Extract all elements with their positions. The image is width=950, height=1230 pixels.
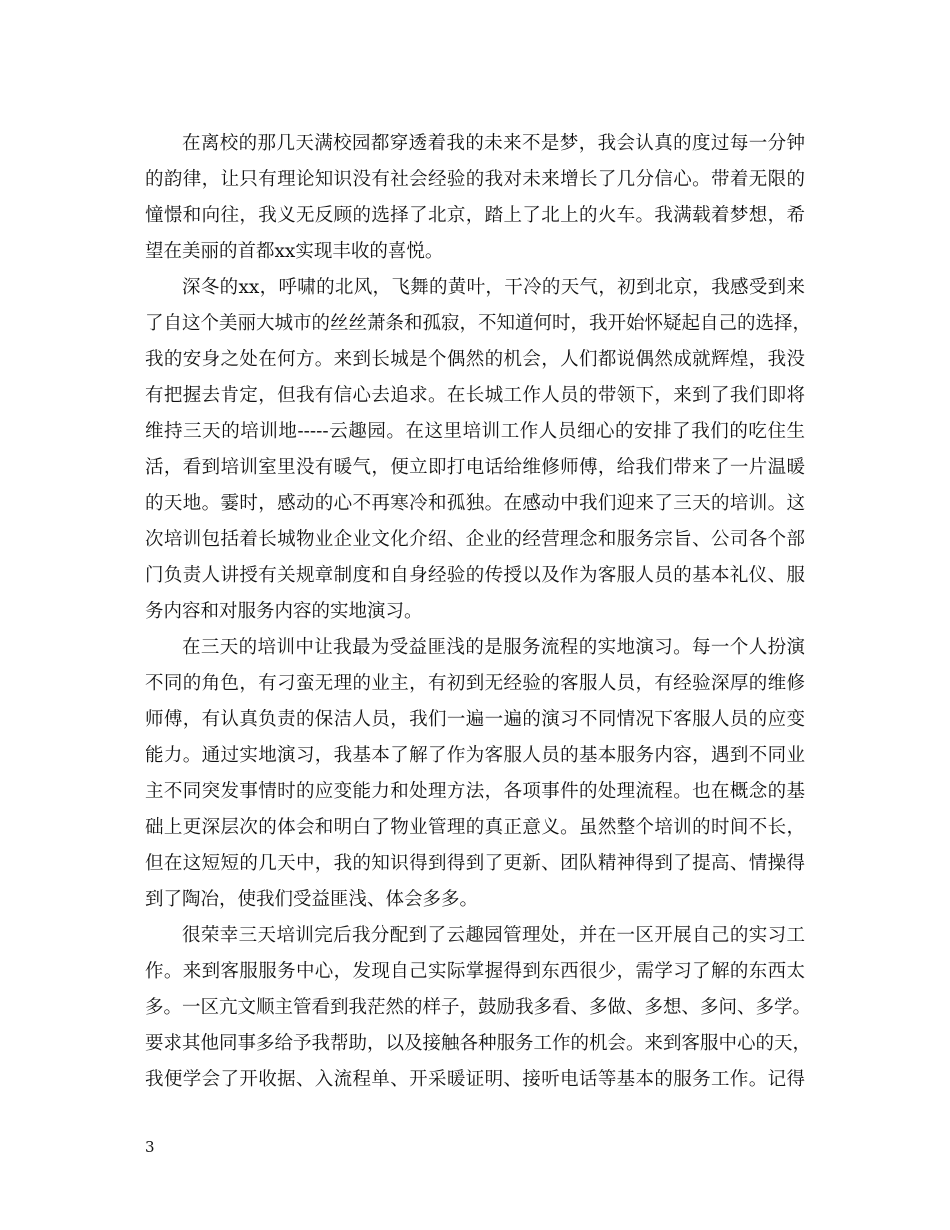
page-number: 3 — [145, 1138, 155, 1156]
text-line: 作。来到客服服务中心，发现自己实际掌握得到东西很少，需学习了解的东西太 — [145, 961, 805, 982]
text-line: 在离校的那几天满校园都穿透着我的未来不是梦，我会认真的度过每一分钟 — [182, 133, 805, 154]
text-line: 深冬的xx，呼啸的北风，飞舞的黄叶，干冷的天气，初到北京，我感受到来 — [182, 277, 805, 298]
text-line: 的韵律，让只有理论知识没有社会经验的我对未来增长了几分信心。带着无限的 — [145, 169, 805, 190]
text-line: 不同的角色，有刁蛮无理的业主，有初到无经验的客服人员，有经验深厚的维修 — [145, 673, 805, 694]
text-line: 主不同突发事情时的应变能力和处理方法，各项事件的处理流程。也在概念的基 — [145, 781, 805, 802]
text-line: 的天地。霎时，感动的心不再寒冷和孤独。在感动中我们迎来了三天的培训。这 — [145, 493, 805, 514]
text-line: 能力。通过实地演习，我基本了解了作为客服人员的基本服务内容，遇到不同业 — [145, 745, 805, 766]
body-text — [145, 126, 812, 1098]
text-line: 务内容和对服务内容的实地演习。 — [145, 601, 423, 622]
text-line: 但在这短短的几天中，我的知识得到得到了更新、团队精神得到了提高、情操得 — [145, 853, 805, 874]
text-line: 很荣幸三天培训完后我分配到了云趣园管理处，并在一区开展自己的实习工 — [182, 925, 805, 946]
text-line: 多。一区亢文顺主管看到我茫然的样子，鼓励我多看、多做、多想、多问、多学。 — [145, 997, 812, 1018]
text-line: 有把握去肯定，但我有信心去追求。在长城工作人员的带领下，来到了我们即将 — [145, 385, 805, 406]
text-line: 础上更深层次的体会和明白了物业管理的真正意义。虽然整个培训的时间不长， — [145, 817, 805, 838]
text-line: 在三天的培训中让我最为受益匪浅的是服务流程的实地演习。每一个人扮演 — [182, 637, 805, 658]
text-line: 次培训包括着长城物业企业文化介绍、企业的经营理念和服务宗旨、公司各个部 — [145, 529, 805, 550]
text-line: 到了陶冶，使我们受益匪浅、体会多多。 — [145, 889, 479, 910]
text-line: 要求其他同事多给予我帮助，以及接触各种服务工作的机会。来到客服中心的天， — [145, 1033, 812, 1054]
text-line: 师傅，有认真负责的保洁人员，我们一遍一遍的演习不同情况下客服人员的应变 — [145, 709, 805, 730]
text-line: 门负责人讲授有关规章制度和自身经验的传授以及作为客服人员的基本礼仪、服 — [145, 565, 805, 586]
text-line: 维持三天的培训地-----云趣园。在这里培训工作人员细心的安排了我们的吃住生 — [145, 421, 805, 442]
text-line: 我便学会了开收据、入流程单、开采暖证明、接听电话等基本的服务工作。记得 — [145, 1069, 805, 1090]
text-line: 我的安身之处在何方。来到长城是个偶然的机会，人们都说偶然成就辉煌，我没 — [145, 349, 805, 370]
text-line: 活，看到培训室里没有暖气，便立即打电话给维修师傅，给我们带来了一片温暖 — [145, 457, 805, 478]
text-line: 憧憬和向往，我义无反顾的选择了北京，踏上了北上的火车。我满载着梦想，希 — [145, 205, 805, 226]
text-line: 望在美丽的首都xx实现丰收的喜悦。 — [145, 241, 444, 262]
text-line: 了自这个美丽大城市的丝丝萧条和孤寂，不知道何时，我开始怀疑起自己的选择， — [145, 313, 812, 334]
